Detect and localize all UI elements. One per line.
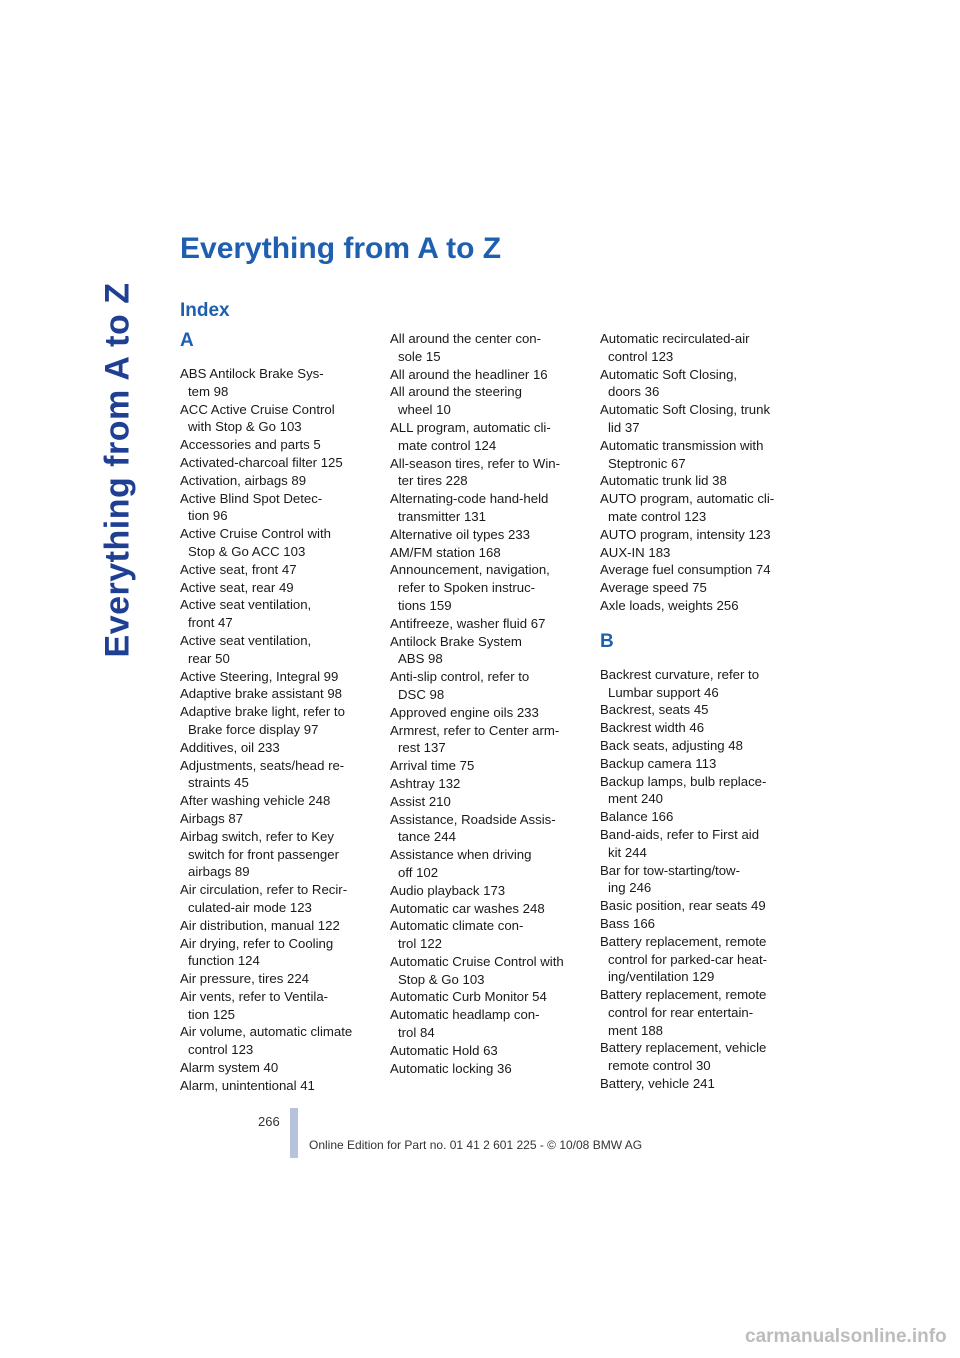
index-entry: [390, 846, 582, 882]
index-entry-text: Band-aids, refer to First aid: [600, 826, 760, 842]
index-entry-continuation: tem 98: [188, 383, 229, 399]
index-entry: [390, 490, 582, 526]
index-entry-text: All-season tires, refer to Win-: [390, 455, 561, 471]
index-entry-text: Automatic car washes 248: [390, 900, 545, 916]
index-entry-text: Airbag switch, refer to Key: [180, 828, 334, 844]
index-entry-text: Automatic transmission with: [600, 437, 764, 453]
index-column-2: [390, 330, 582, 1077]
index-entry-continuation: Steptronic 67: [608, 455, 686, 471]
index-entry-text: Air vents, refer to Ventila-: [180, 988, 329, 1004]
index-entry-text: Active Cruise Control with: [180, 526, 331, 542]
index-entry: [600, 490, 792, 526]
index-entry-continuation: Stop & Go 103: [398, 971, 485, 987]
index-entry: [390, 757, 582, 775]
index-entry-text: Activation, airbags 89: [180, 472, 307, 488]
index-entry: [180, 472, 372, 490]
index-entry: [390, 633, 582, 669]
index-entry-text: Announcement, navigation,: [390, 562, 550, 578]
index-entry-continuation: ing/ventilation 129: [608, 969, 715, 985]
index-entry-continuation: tion 125: [188, 1006, 235, 1022]
index-entry-text: Backrest curvature, refer to: [600, 666, 760, 682]
index-entry: [180, 917, 372, 935]
index-entry-text: Active seat ventilation,: [180, 632, 312, 648]
index-entry-text: Activated-charcoal filter 125: [180, 454, 343, 470]
page-number: 266: [258, 1114, 280, 1129]
index-entry: [390, 455, 582, 491]
index-entry-text: Bass 166: [600, 915, 655, 931]
index-entry: [180, 1023, 372, 1059]
index-entry-continuation: lid 37: [608, 419, 640, 435]
index-entry: [390, 419, 582, 455]
index-entry-text: Adaptive brake light, refer to: [180, 704, 345, 720]
index-entry-continuation: off 102: [398, 864, 439, 880]
index-entry: [390, 793, 582, 811]
index-entry: [600, 561, 792, 579]
index-entry-text: Backrest width 46: [600, 720, 705, 736]
index-entry: [180, 632, 372, 668]
index-entry-continuation: DSC 98: [398, 686, 445, 702]
index-entry-text: Active Steering, Integral 99: [180, 668, 339, 684]
index-letter-a: A: [180, 330, 194, 351]
index-entry-continuation: straints 45: [188, 775, 249, 791]
index-entry: [180, 792, 372, 810]
index-entry: [390, 953, 582, 989]
index-entry: [600, 472, 792, 490]
index-entry: [390, 561, 582, 614]
index-entry: [180, 668, 372, 686]
index-entry-text: Assistance when driving: [390, 847, 532, 863]
index-entry: [180, 810, 372, 828]
index-entry-list: [600, 330, 792, 615]
index-entry-text: Back seats, adjusting 48: [600, 737, 743, 753]
watermark: carmanualsonline.info: [745, 1326, 947, 1347]
index-entry: [600, 719, 792, 737]
index-entry-text: Adjustments, seats/head re-: [180, 757, 345, 773]
index-entry-text: AM/FM station 168: [390, 544, 501, 560]
index-entry: [600, 701, 792, 719]
index-entry-continuation: with Stop & Go 103: [188, 419, 302, 435]
index-entry: [600, 1075, 792, 1093]
index-entry-text: ACC Active Cruise Control: [180, 401, 335, 417]
index-entry-text: Backrest, seats 45: [600, 702, 709, 718]
index-entry: [180, 828, 372, 881]
index-entry-text: Bar for tow-starting/tow-: [600, 862, 740, 878]
index-entry-continuation: control 123: [608, 348, 674, 364]
index-entry-list: [390, 330, 582, 1077]
index-entry-continuation: ing 246: [608, 880, 652, 896]
index-entry: [390, 704, 582, 722]
index-entry-text: Battery replacement, remote: [600, 933, 767, 949]
index-entry-continuation: trol 84: [398, 1025, 435, 1041]
index-entry-continuation: remote control 30: [608, 1058, 711, 1074]
index-entry-continuation: rear 50: [188, 650, 230, 666]
index-entry-text: Alarm system 40: [180, 1060, 279, 1076]
index-entry: [600, 330, 792, 366]
index-entry-text: ABS Antilock Brake Sys-: [180, 366, 324, 381]
index-entry: [180, 685, 372, 703]
index-entry-continuation: sole 15: [398, 348, 441, 364]
index-entry: [600, 579, 792, 597]
index-entry: [390, 668, 582, 704]
edition-notice: Online Edition for Part no. 01 41 2 601 225 - © 10/08 BMW AG: [309, 1138, 643, 1152]
index-entry: [180, 596, 372, 632]
index-entry-text: Air volume, automatic climate: [180, 1024, 353, 1040]
index-entry-text: Alarm, unintentional 41: [180, 1077, 315, 1093]
index-entry: [600, 544, 792, 562]
index-entry: [600, 986, 792, 1039]
index-entry-list: [600, 666, 792, 1093]
index-entry-text: Armrest, refer to Center arm-: [390, 722, 560, 738]
index-entry-continuation: ment 188: [608, 1022, 663, 1038]
index-entry-text: All around the center con-: [390, 331, 542, 346]
index-entry: [180, 988, 372, 1024]
index-entry-text: Ashtray 132: [390, 775, 461, 791]
index-entry-text: Assistance, Roadside Assis-: [390, 811, 556, 827]
index-entry: [180, 454, 372, 472]
index-entry-text: Average fuel consumption 74: [600, 562, 771, 578]
index-entry-continuation: ment 240: [608, 791, 663, 807]
index-entry-text: Additives, oil 233: [180, 739, 280, 755]
index-entry-continuation: transmitter 131: [398, 508, 486, 524]
index-entry: [180, 365, 372, 401]
index-entry: [180, 401, 372, 437]
index-entry-text: Battery, vehicle 241: [600, 1076, 715, 1092]
index-entry-continuation: culated-air mode 123: [188, 899, 312, 915]
index-entry-text: Backup camera 113: [600, 755, 717, 771]
index-entry: [390, 526, 582, 544]
index-entry-text: Backup lamps, bulb replace-: [600, 773, 767, 789]
index-entry-continuation: control 123: [188, 1042, 254, 1058]
index-entry: [390, 882, 582, 900]
index-entry-text: Arrival time 75: [390, 758, 475, 774]
index-entry: [180, 579, 372, 597]
index-entry: [600, 773, 792, 809]
index-entry-list: [180, 365, 372, 1095]
index-entry-text: Average speed 75: [600, 580, 707, 596]
side-title: Everything from A to Z: [98, 282, 137, 658]
index-entry: [600, 737, 792, 755]
index-entry-continuation: mate control 123: [608, 508, 707, 524]
index-entry-text: Active seat, front 47: [180, 561, 297, 577]
section-title: Index: [180, 300, 230, 321]
index-entry-continuation: doors 36: [608, 384, 660, 400]
index-entry: [180, 739, 372, 757]
index-entry-text: Active seat ventilation,: [180, 597, 312, 613]
index-entry: [180, 881, 372, 917]
page-title: Everything from A to Z: [180, 232, 502, 265]
index-entry-continuation: control for rear entertain-: [608, 1004, 754, 1020]
index-entry-continuation: Stop & Go ACC 103: [188, 543, 306, 559]
index-entry: [600, 862, 792, 898]
index-entry-text: After washing vehicle 248: [180, 793, 331, 809]
index-entry-text: Basic position, rear seats 49: [600, 898, 766, 914]
index-entry: [600, 915, 792, 933]
index-entry-text: Automatic locking 36: [390, 1060, 512, 1076]
index-entry-text: Automatic Cruise Control with: [390, 953, 564, 969]
index-column-1: [180, 330, 372, 1095]
index-letter-b: B: [600, 630, 614, 652]
index-entry-continuation: ter tires 228: [398, 473, 468, 489]
index-entry: [600, 597, 792, 615]
index-entry: [180, 757, 372, 793]
index-entry-text: ALL program, automatic cli-: [390, 419, 551, 435]
index-entry: [600, 897, 792, 915]
index-entry-text: Automatic Soft Closing, trunk: [600, 402, 771, 418]
index-entry: [390, 811, 582, 847]
index-entry-continuation: tance 244: [398, 829, 456, 845]
index-entry-text: Alternating-code hand-held: [390, 491, 549, 507]
index-entry-continuation: trol 122: [398, 936, 442, 952]
index-entry-text: Balance 166: [600, 809, 674, 825]
index-entry: [390, 615, 582, 633]
index-entry: [180, 1077, 372, 1095]
index-entry: [600, 808, 792, 826]
index-entry: [180, 490, 372, 526]
index-entry-text: All around the headliner 16: [390, 366, 548, 382]
index-entry-continuation: rest 137: [398, 740, 446, 756]
index-entry-continuation: Lumbar support 46: [608, 684, 719, 700]
index-entry-continuation: Brake force display 97: [188, 721, 319, 737]
index-entry: [390, 366, 582, 384]
index-entry-text: Approved engine oils 233: [390, 704, 539, 720]
index-entry-continuation: ABS 98: [398, 651, 443, 667]
index-entry-text: Active Blind Spot Detec-: [180, 490, 323, 506]
index-entry-text: Automatic Hold 63: [390, 1042, 498, 1058]
index-entry-text: All around the steering: [390, 384, 522, 400]
index-entry-text: Assist 210: [390, 793, 451, 809]
index-entry-text: AUTO program, automatic cli-: [600, 491, 775, 507]
index-entry-continuation: wheel 10: [398, 402, 451, 418]
footer-bar: [290, 1108, 298, 1158]
index-entry: [600, 366, 792, 402]
index-entry: [600, 755, 792, 773]
index-entry-text: Air pressure, tires 224: [180, 971, 309, 987]
index-entry: [390, 1060, 582, 1078]
index-entry: [600, 437, 792, 473]
index-entry: [180, 970, 372, 988]
index-entry-text: Air distribution, manual 122: [180, 917, 340, 933]
index-entry-text: Alternative oil types 233: [390, 526, 531, 542]
index-entry: [390, 917, 582, 953]
index-entry-text: Audio playback 173: [390, 882, 506, 898]
index-entry: [390, 544, 582, 562]
index-entry-text: Battery replacement, vehicle: [600, 1040, 767, 1056]
index-entry: [600, 401, 792, 437]
index-entry-text: AUX-IN 183: [600, 544, 671, 560]
index-entry-continuation: control for parked-car heat-: [608, 951, 768, 967]
index-entry-continuation: tion 96: [188, 508, 228, 524]
index-entry-text: Battery replacement, remote: [600, 987, 767, 1003]
index-entry-continuation: function 124: [188, 953, 260, 969]
index-entry: [600, 933, 792, 986]
index-entry-continuation: mate control 124: [398, 437, 497, 453]
index-entry-text: Automatic recirculated-air: [600, 331, 750, 346]
index-column-3: [600, 330, 792, 1093]
index-entry-text: Automatic Soft Closing,: [600, 366, 738, 382]
index-entry-text: Air drying, refer to Cooling: [180, 935, 334, 951]
index-entry-text: Antifreeze, washer fluid 67: [390, 615, 546, 631]
index-entry: [390, 383, 582, 419]
index-entry: [390, 900, 582, 918]
index-entry-text: Anti-slip control, refer to: [390, 669, 530, 685]
index-entry-text: Automatic trunk lid 38: [600, 473, 727, 489]
index-entry-text: Adaptive brake assistant 98: [180, 686, 343, 702]
index-entry-text: AUTO program, intensity 123: [600, 526, 771, 542]
index-entry: [600, 826, 792, 862]
index-entry: [180, 525, 372, 561]
index-entry-continuation: switch for front passenger: [188, 846, 339, 862]
index-entry: [390, 330, 582, 366]
index-entry: [180, 436, 372, 454]
index-entry-text: Automatic Curb Monitor 54: [390, 989, 547, 1005]
index-entry: [180, 703, 372, 739]
index-entry-text: Accessories and parts 5: [180, 437, 321, 453]
index-entry: [390, 1042, 582, 1060]
index-entry: [600, 526, 792, 544]
index-entry-text: Air circulation, refer to Recir-: [180, 882, 348, 898]
index-entry-text: Active seat, rear 49: [180, 579, 294, 595]
index-entry-text: Antilock Brake System: [390, 633, 522, 649]
index-entry-continuation: kit 244: [608, 844, 647, 860]
index-entry-text: Airbags 87: [180, 810, 244, 826]
index-entry-text: Automatic headlamp con-: [390, 1007, 540, 1023]
index-entry: [600, 1039, 792, 1075]
index-entry-text: Automatic climate con-: [390, 918, 524, 934]
index-entry-continuation: refer to Spoken instruc-: [398, 580, 536, 596]
index-entry: [600, 666, 792, 702]
index-entry: [180, 1059, 372, 1077]
index-entry: [390, 775, 582, 793]
index-entry: [390, 722, 582, 758]
index-entry-continuation: front 47: [188, 615, 233, 631]
index-entry-continuation: tions 159: [398, 597, 452, 613]
index-entry-text: Axle loads, weights 256: [600, 597, 739, 613]
index-entry: [390, 1006, 582, 1042]
index-entry: [180, 935, 372, 971]
index-entry-continuation: airbags 89: [188, 864, 250, 880]
index-entry: [390, 988, 582, 1006]
index-entry: [180, 561, 372, 579]
